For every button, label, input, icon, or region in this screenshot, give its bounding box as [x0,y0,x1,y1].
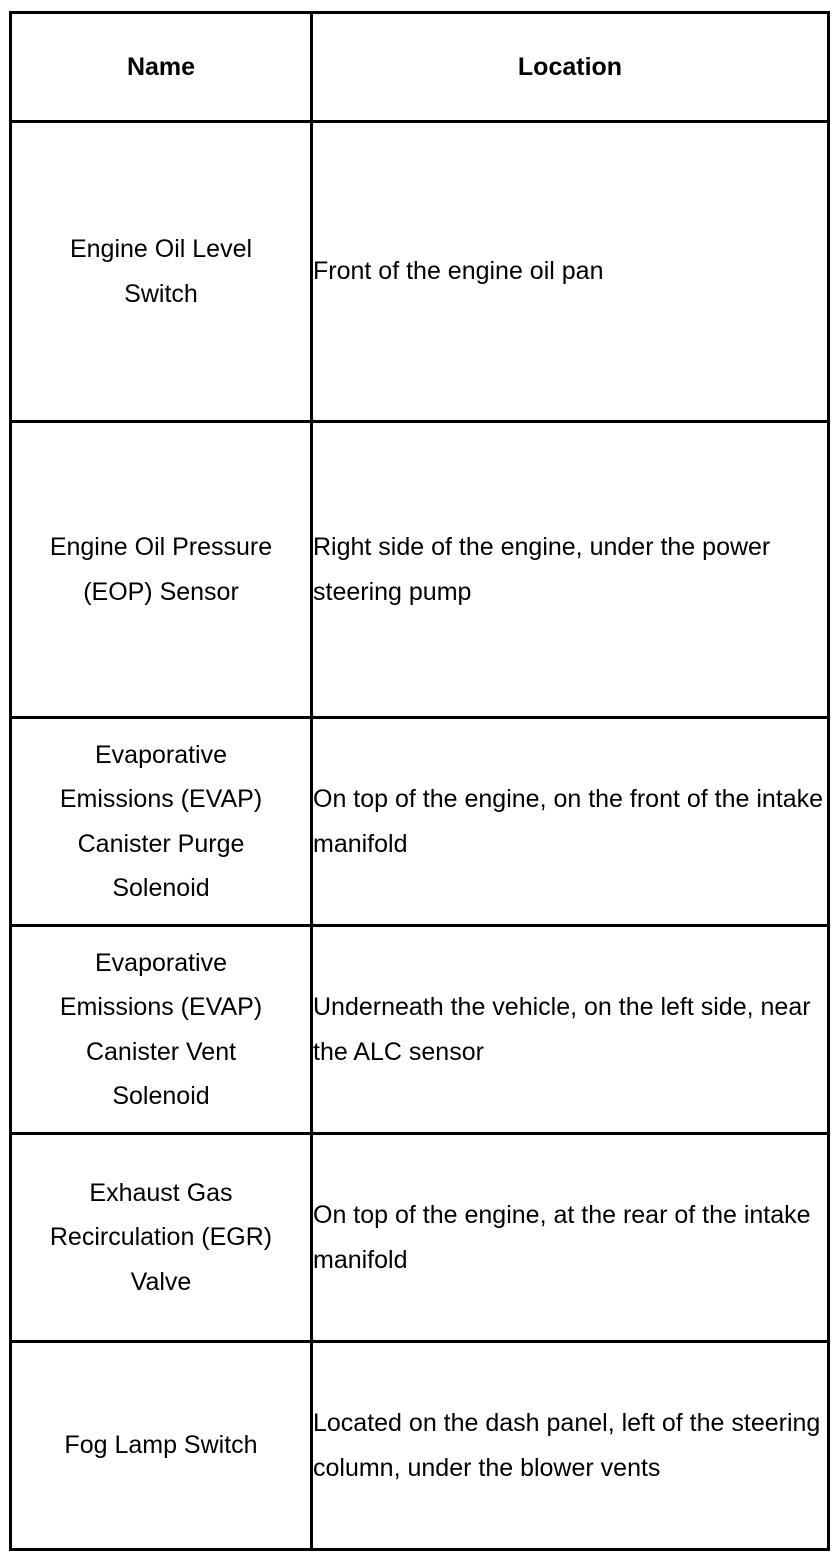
component-name-cell [11,1342,312,1550]
header-location: Location [312,13,829,122]
header-name: Name [11,13,312,122]
component-location: Front of the engine oil pan [312,122,829,422]
component-location: Underneath the vehicle, on the left side, near the ALC sensor [312,926,829,1134]
table-row [11,1342,829,1550]
component-name: Fog Lamp Switch [64,1431,258,1460]
component-name: Exhaust Gas Recirculation (EGR) Valve [49,1178,273,1296]
component-name: Evaporative Emissions (EVAP) Canister Purge Solenoid [59,740,263,902]
component-name: Evaporative Emissions (EVAP) Canister Vent Solenoid [59,948,263,1110]
table-row [11,926,829,1134]
component-name-cell [11,718,312,926]
component-location-table [9,11,830,1551]
table-row [11,1134,829,1342]
component-name-cell [11,422,312,718]
table-row [11,422,829,718]
component-location: Right side of the engine, under the power steering pump [312,422,829,718]
component-name-cell [11,926,312,1134]
component-location: On top of the engine, on the front of the intake manifold [312,718,829,926]
component-name-cell [11,122,312,422]
component-name-cell [11,1134,312,1342]
component-location: Located on the dash panel, left of the steering column, under the blower vents [312,1342,829,1550]
component-name: Engine Oil Level Switch [69,235,253,308]
component-location: On top of the engine, at the rear of the intake manifold [312,1134,829,1342]
table-row [11,122,829,422]
component-name: Engine Oil Pressure (EOP) Sensor [49,533,273,606]
table-row [11,718,829,926]
header-row [11,13,829,122]
